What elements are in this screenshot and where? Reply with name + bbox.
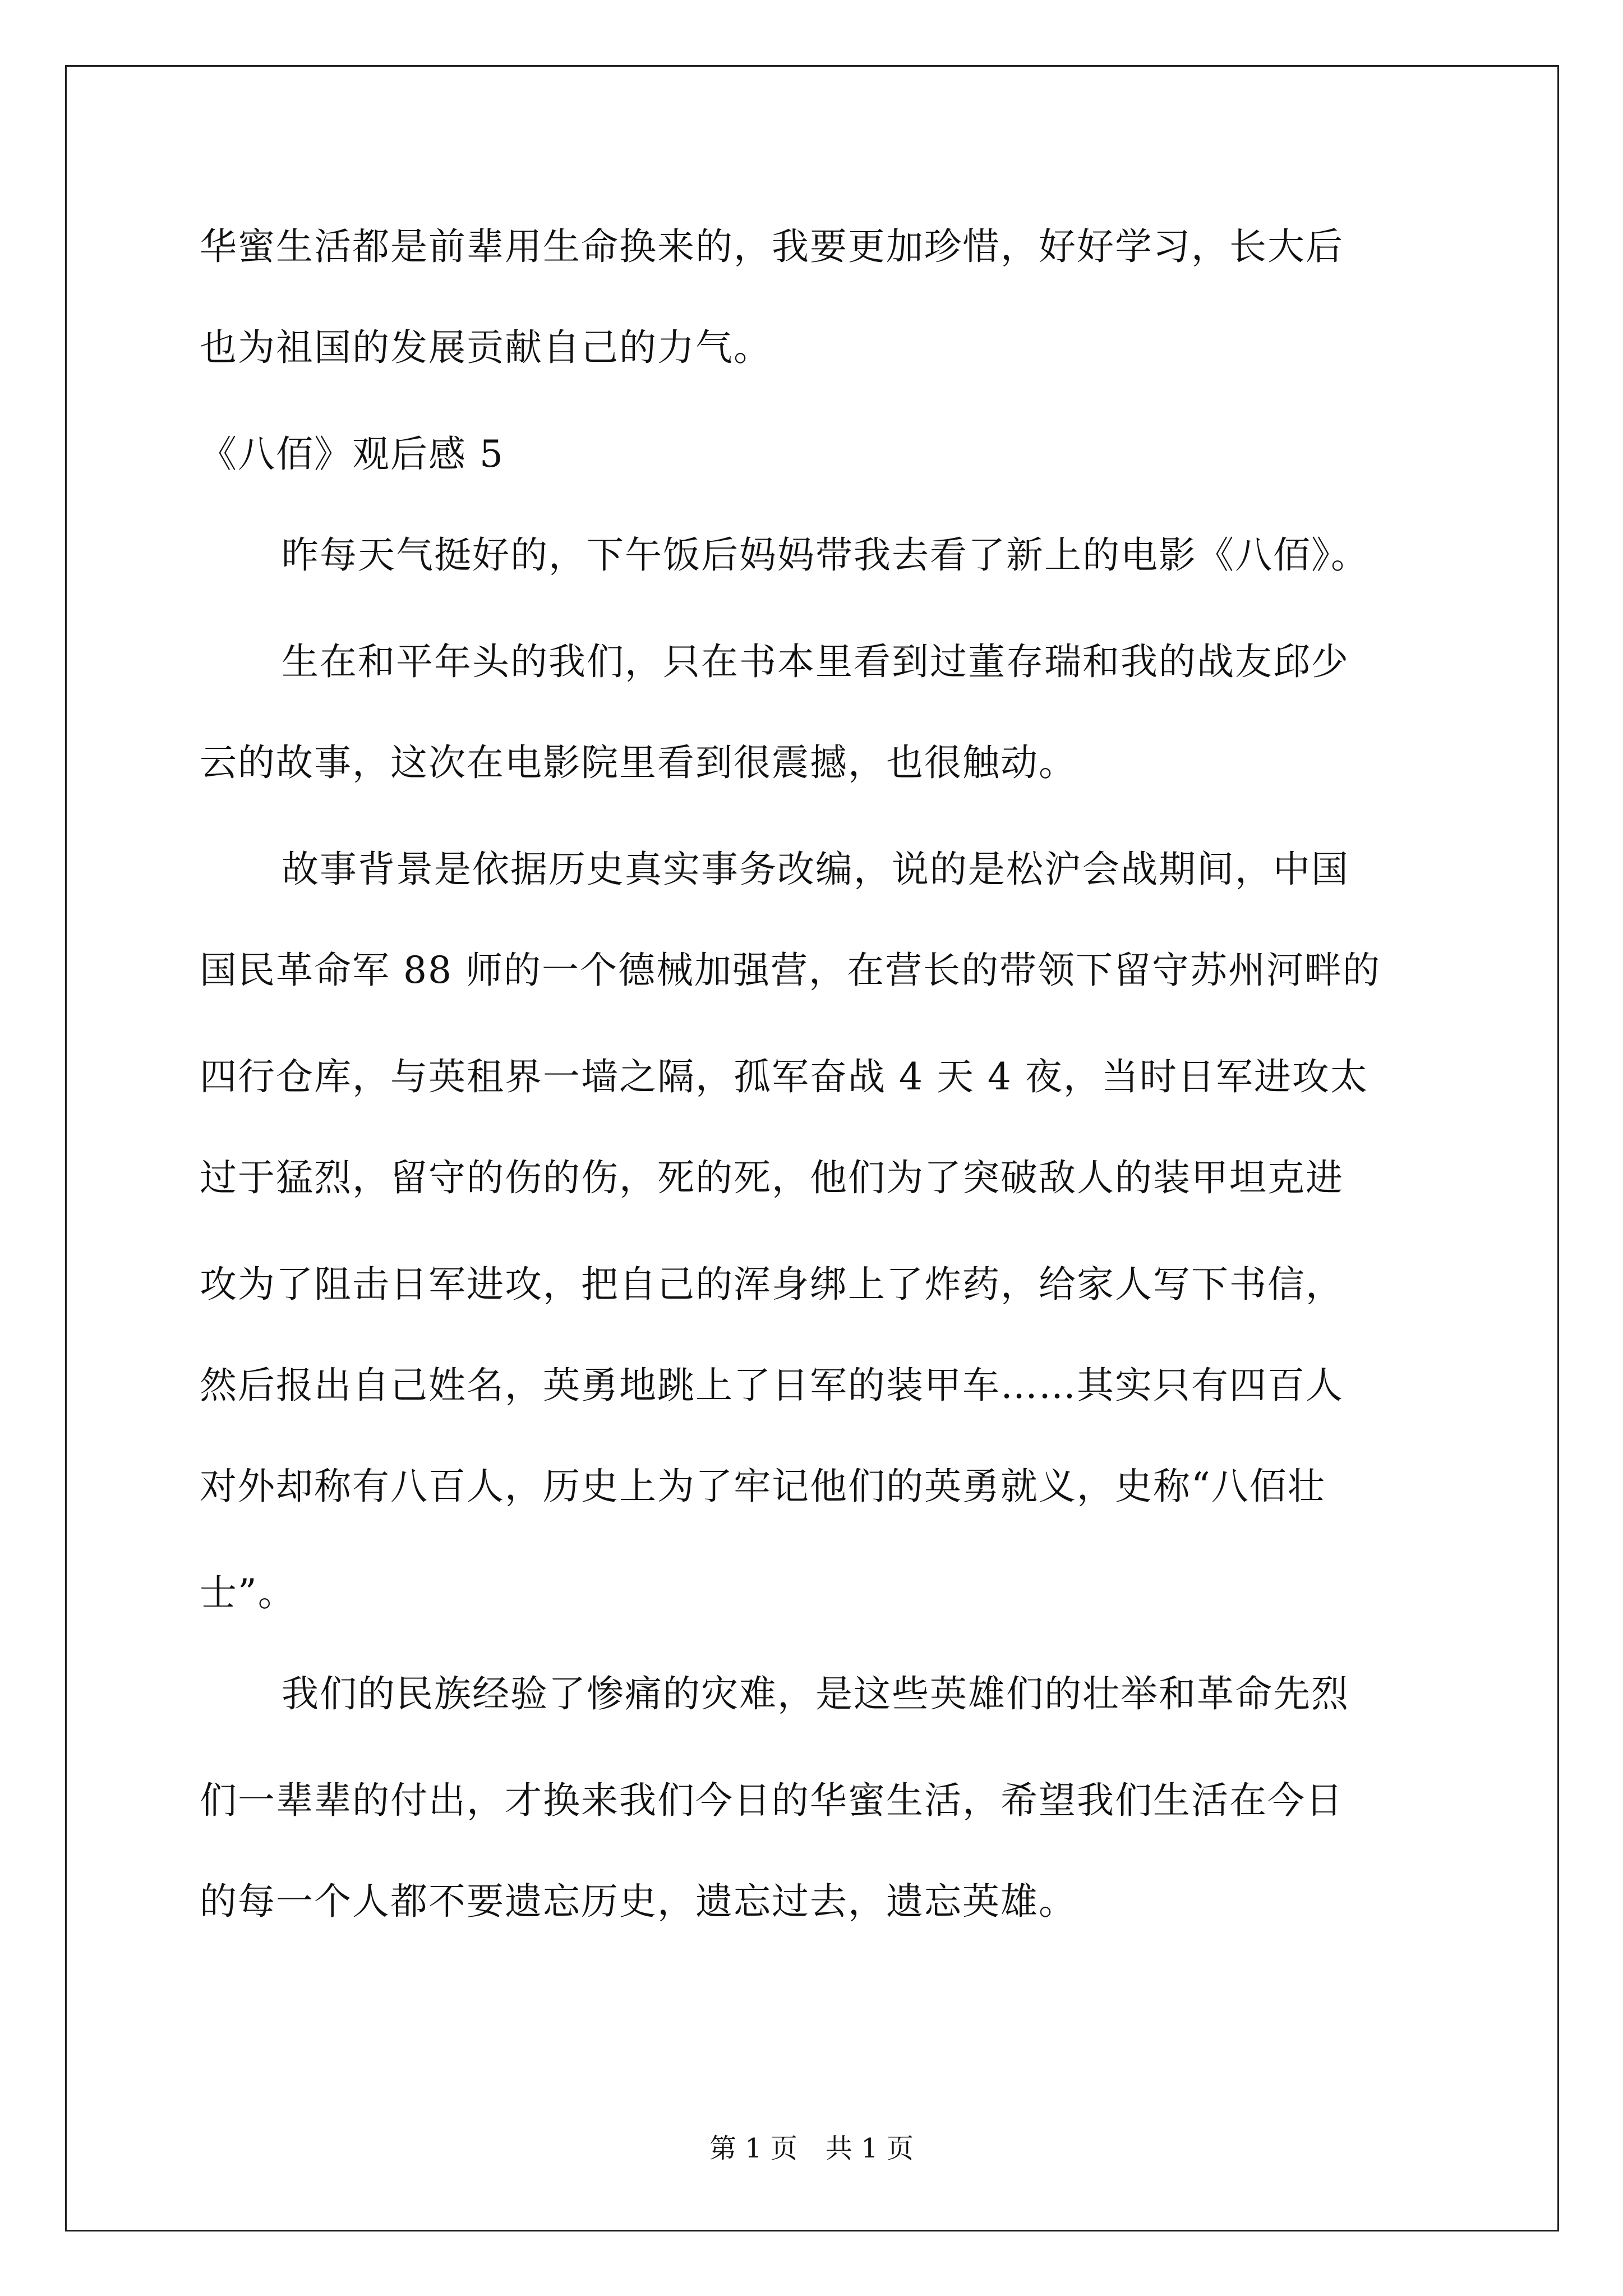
paragraph-line: 云的故事，这次在电影院里看到很震撼，也很触动。 (200, 741, 1077, 784)
paragraph-line: 们一辈辈的付出，才换来我们今日的华蜜生活，希望我们生活在今日 (200, 1779, 1344, 1822)
section-heading: 《八佰》观后感 5 (200, 432, 504, 476)
paragraph-line: 故事背景是依据历史真实事务改编，说的是松沪会战期间，中国 (282, 848, 1349, 891)
paragraph-line: 昨每天气挺好的，下午饭后妈妈带我去看了新上的电影《八佰》。 (282, 533, 1369, 577)
page-total: 共 1 页 (826, 2133, 914, 2164)
paragraph-line: 士”。 (200, 1571, 296, 1614)
paragraph-line: 过于猛烈，留守的伤的伤，死的死，他们为了突破敌人的装甲坦克进 (200, 1156, 1344, 1199)
document-body (200, 0, 1445, 2076)
page-footer (0, 2132, 1623, 2165)
paragraph-line: 生在和平年头的我们，只在书本里看到过董存瑞和我的战友邱少 (282, 640, 1349, 683)
paragraph-line: 国民革命军 88 师的一个德械加强营，在营长的带领下留守苏州河畔的 (200, 949, 1381, 992)
page-number: 第 1 页 (709, 2133, 797, 2164)
paragraph-line: 对外却称有八百人，历史上为了牢记他们的英勇就义，史称“八佰壮 (200, 1465, 1326, 1508)
paragraph-line: 华蜜生活都是前辈用生命换来的，我要更加珍惜，好好学习，长大后 (200, 225, 1344, 268)
paragraph-line: 攻为了阻击日军进攻，把自己的浑身绑上了炸药，给家人写下书信， (200, 1263, 1344, 1306)
paragraph-line: 也为祖国的发展贡献自己的力气。 (200, 326, 772, 369)
paragraph-line: 的每一个人都不要遗忘历史，遗忘过去，遗忘英雄。 (200, 1880, 1077, 1923)
paragraph-line: 四行仓库，与英租界一墙之隔，孤军奋战 4 天 4 夜，当时日军进攻太 (200, 1055, 1368, 1098)
paragraph-line: 我们的民族经验了惨痛的灾难，是这些英雄们的壮举和革命先烈 (282, 1672, 1349, 1715)
paragraph-line: 然后报出自己姓名，英勇地跳上了日军的装甲车……其实只有四百人 (200, 1364, 1344, 1407)
